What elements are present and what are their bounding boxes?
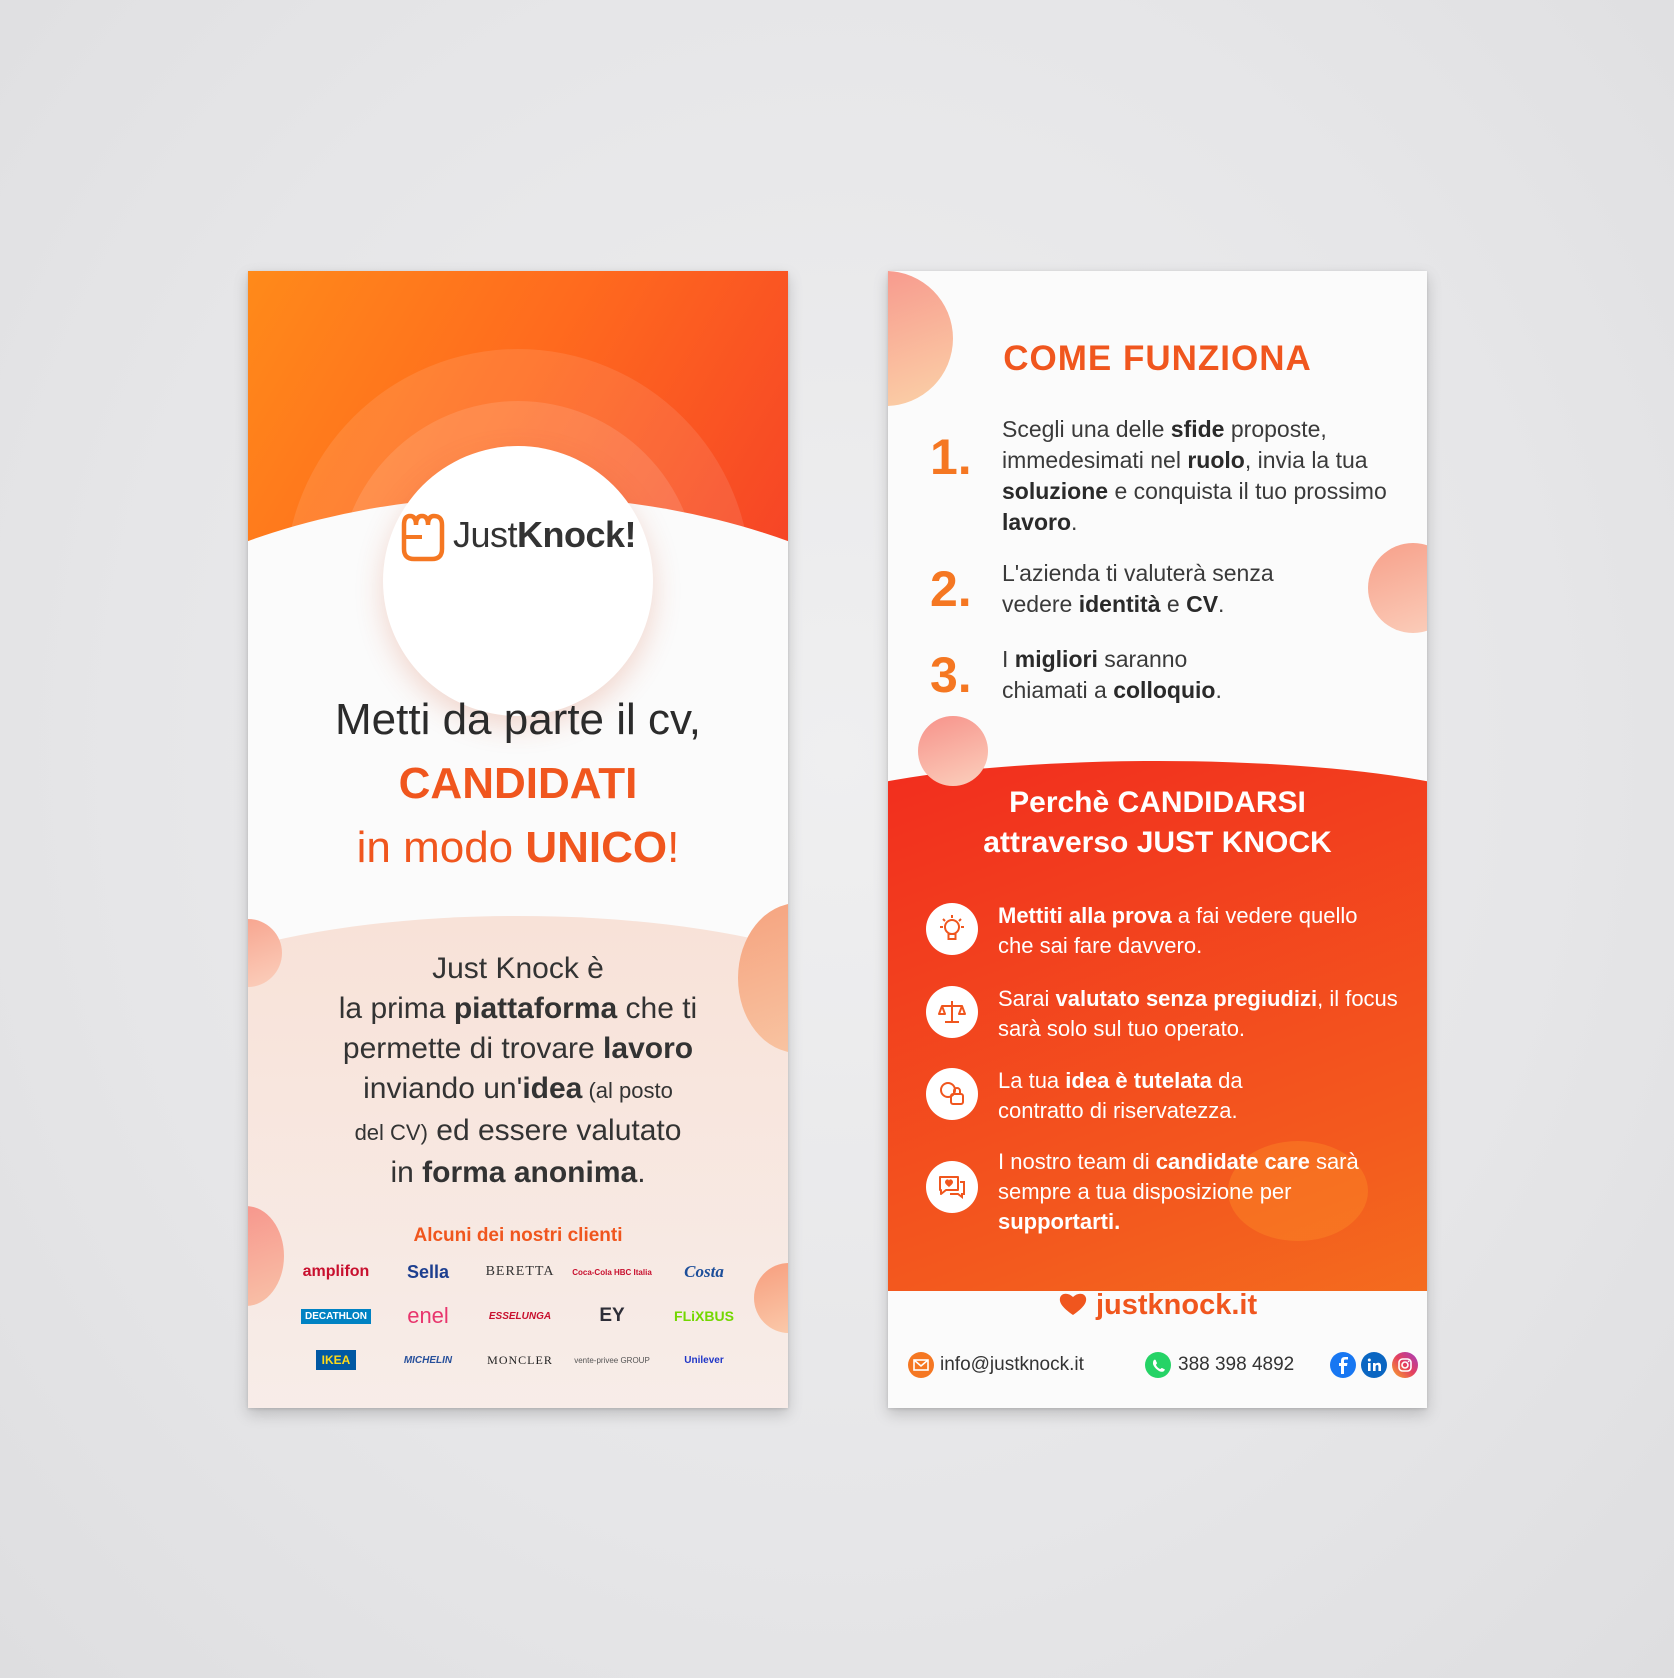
client-logo-flixbus: FLiXBUS <box>674 1308 734 1324</box>
client-logo-unilever: Unilever <box>684 1354 724 1366</box>
email-link[interactable]: info@justknock.it <box>940 1354 1084 1375</box>
client-logo-sella: Sella <box>406 1261 450 1282</box>
chat-heart-icon <box>926 1161 978 1213</box>
linkedin-icon[interactable] <box>1361 1352 1387 1378</box>
client-logo-beretta: BERETTA <box>485 1264 555 1279</box>
how-it-works-title: COME FUNZIONA <box>1003 339 1312 378</box>
whatsapp-icon <box>1145 1352 1171 1378</box>
decorative-blob <box>918 716 988 786</box>
headline-line-2: CANDIDATI <box>398 759 638 808</box>
scales-icon <box>926 986 978 1038</box>
client-logo-costa: Costa <box>684 1262 724 1281</box>
contact-bar <box>908 1350 1408 1380</box>
client-logo-decathlon: DECATHLON <box>290 1301 382 1331</box>
step-text: I migliori saranno chiamati a colloquio. <box>1002 646 1222 703</box>
clients-title: Alcuni dei nostri clienti <box>413 1225 623 1246</box>
phone-number[interactable]: 388 398 4892 <box>1178 1354 1295 1375</box>
client-logo-moncler: MONCLER <box>487 1352 553 1367</box>
step-text: L'azienda ti valuterà senza vedere identità e CV. <box>1002 560 1274 617</box>
client-logos <box>290 1257 750 1375</box>
client-logo-coca-cola: Coca-Cola HBC Italia <box>572 1267 652 1277</box>
intro-paragraph: Just Knock è la prima piattaforma che ti permette di trovare lavoro inviando un'idea (al posto del CV) ed essere valutato in forma anonima. <box>338 952 698 1189</box>
flyer-back <box>888 271 1427 1408</box>
logo-badge <box>383 446 653 716</box>
step-number: 2. <box>930 561 972 617</box>
step-number: 1. <box>930 429 972 485</box>
headline-line-3: in modo UNICO! <box>356 823 680 872</box>
email-icon <box>908 1352 934 1378</box>
step-text: Scegli una delle sfide proposte, immedesimati nel ruolo, invia la tua soluzione e conquista il tuo prossimo lavoro. <box>1002 416 1387 535</box>
reason-text: Mettiti alla prova a fai vedere quello che sai fare davvero. <box>998 903 1358 958</box>
brand-name: JustKnock! <box>453 514 637 555</box>
reason-text: Sarai valutato senza pregiudizi, il focus sarà solo sul tuo operato. <box>998 986 1398 1041</box>
decorative-blob <box>1368 543 1427 633</box>
headline-line-1: Metti da parte il cv, <box>335 695 701 744</box>
step-number: 3. <box>930 647 972 703</box>
fist-logo-icon <box>398 511 448 563</box>
client-logo-ey: EY <box>599 1305 625 1326</box>
reason-text: La tua idea è tutelata da contratto di riservatezza. <box>998 1068 1243 1123</box>
lightbulb-icon <box>926 903 978 955</box>
instagram-icon[interactable] <box>1392 1352 1418 1378</box>
client-logo-esselunga: ESSELUNGA <box>488 1310 552 1322</box>
reason-text: I nostro team di candidate care sarà sempre a tua disposizione per supportarti. <box>998 1149 1359 1234</box>
why-title: Perchè CANDIDARSI attraverso JUST KNOCK <box>983 786 1332 859</box>
website-link[interactable]: justknock.it <box>888 1289 1427 1324</box>
client-logo-enel: enel <box>407 1303 449 1328</box>
flyer-front <box>248 271 788 1408</box>
client-logo-michelin: MICHELIN <box>403 1354 453 1366</box>
client-logo-ikea: IKEA <box>290 1345 382 1375</box>
facebook-icon[interactable] <box>1330 1352 1356 1378</box>
heart-icon <box>1058 1291 1088 1324</box>
client-logo-amplifon: amplifon <box>302 1263 370 1280</box>
lock-idea-icon <box>926 1068 978 1120</box>
client-logo-vente-privee: vente-privee GROUP <box>574 1355 650 1365</box>
